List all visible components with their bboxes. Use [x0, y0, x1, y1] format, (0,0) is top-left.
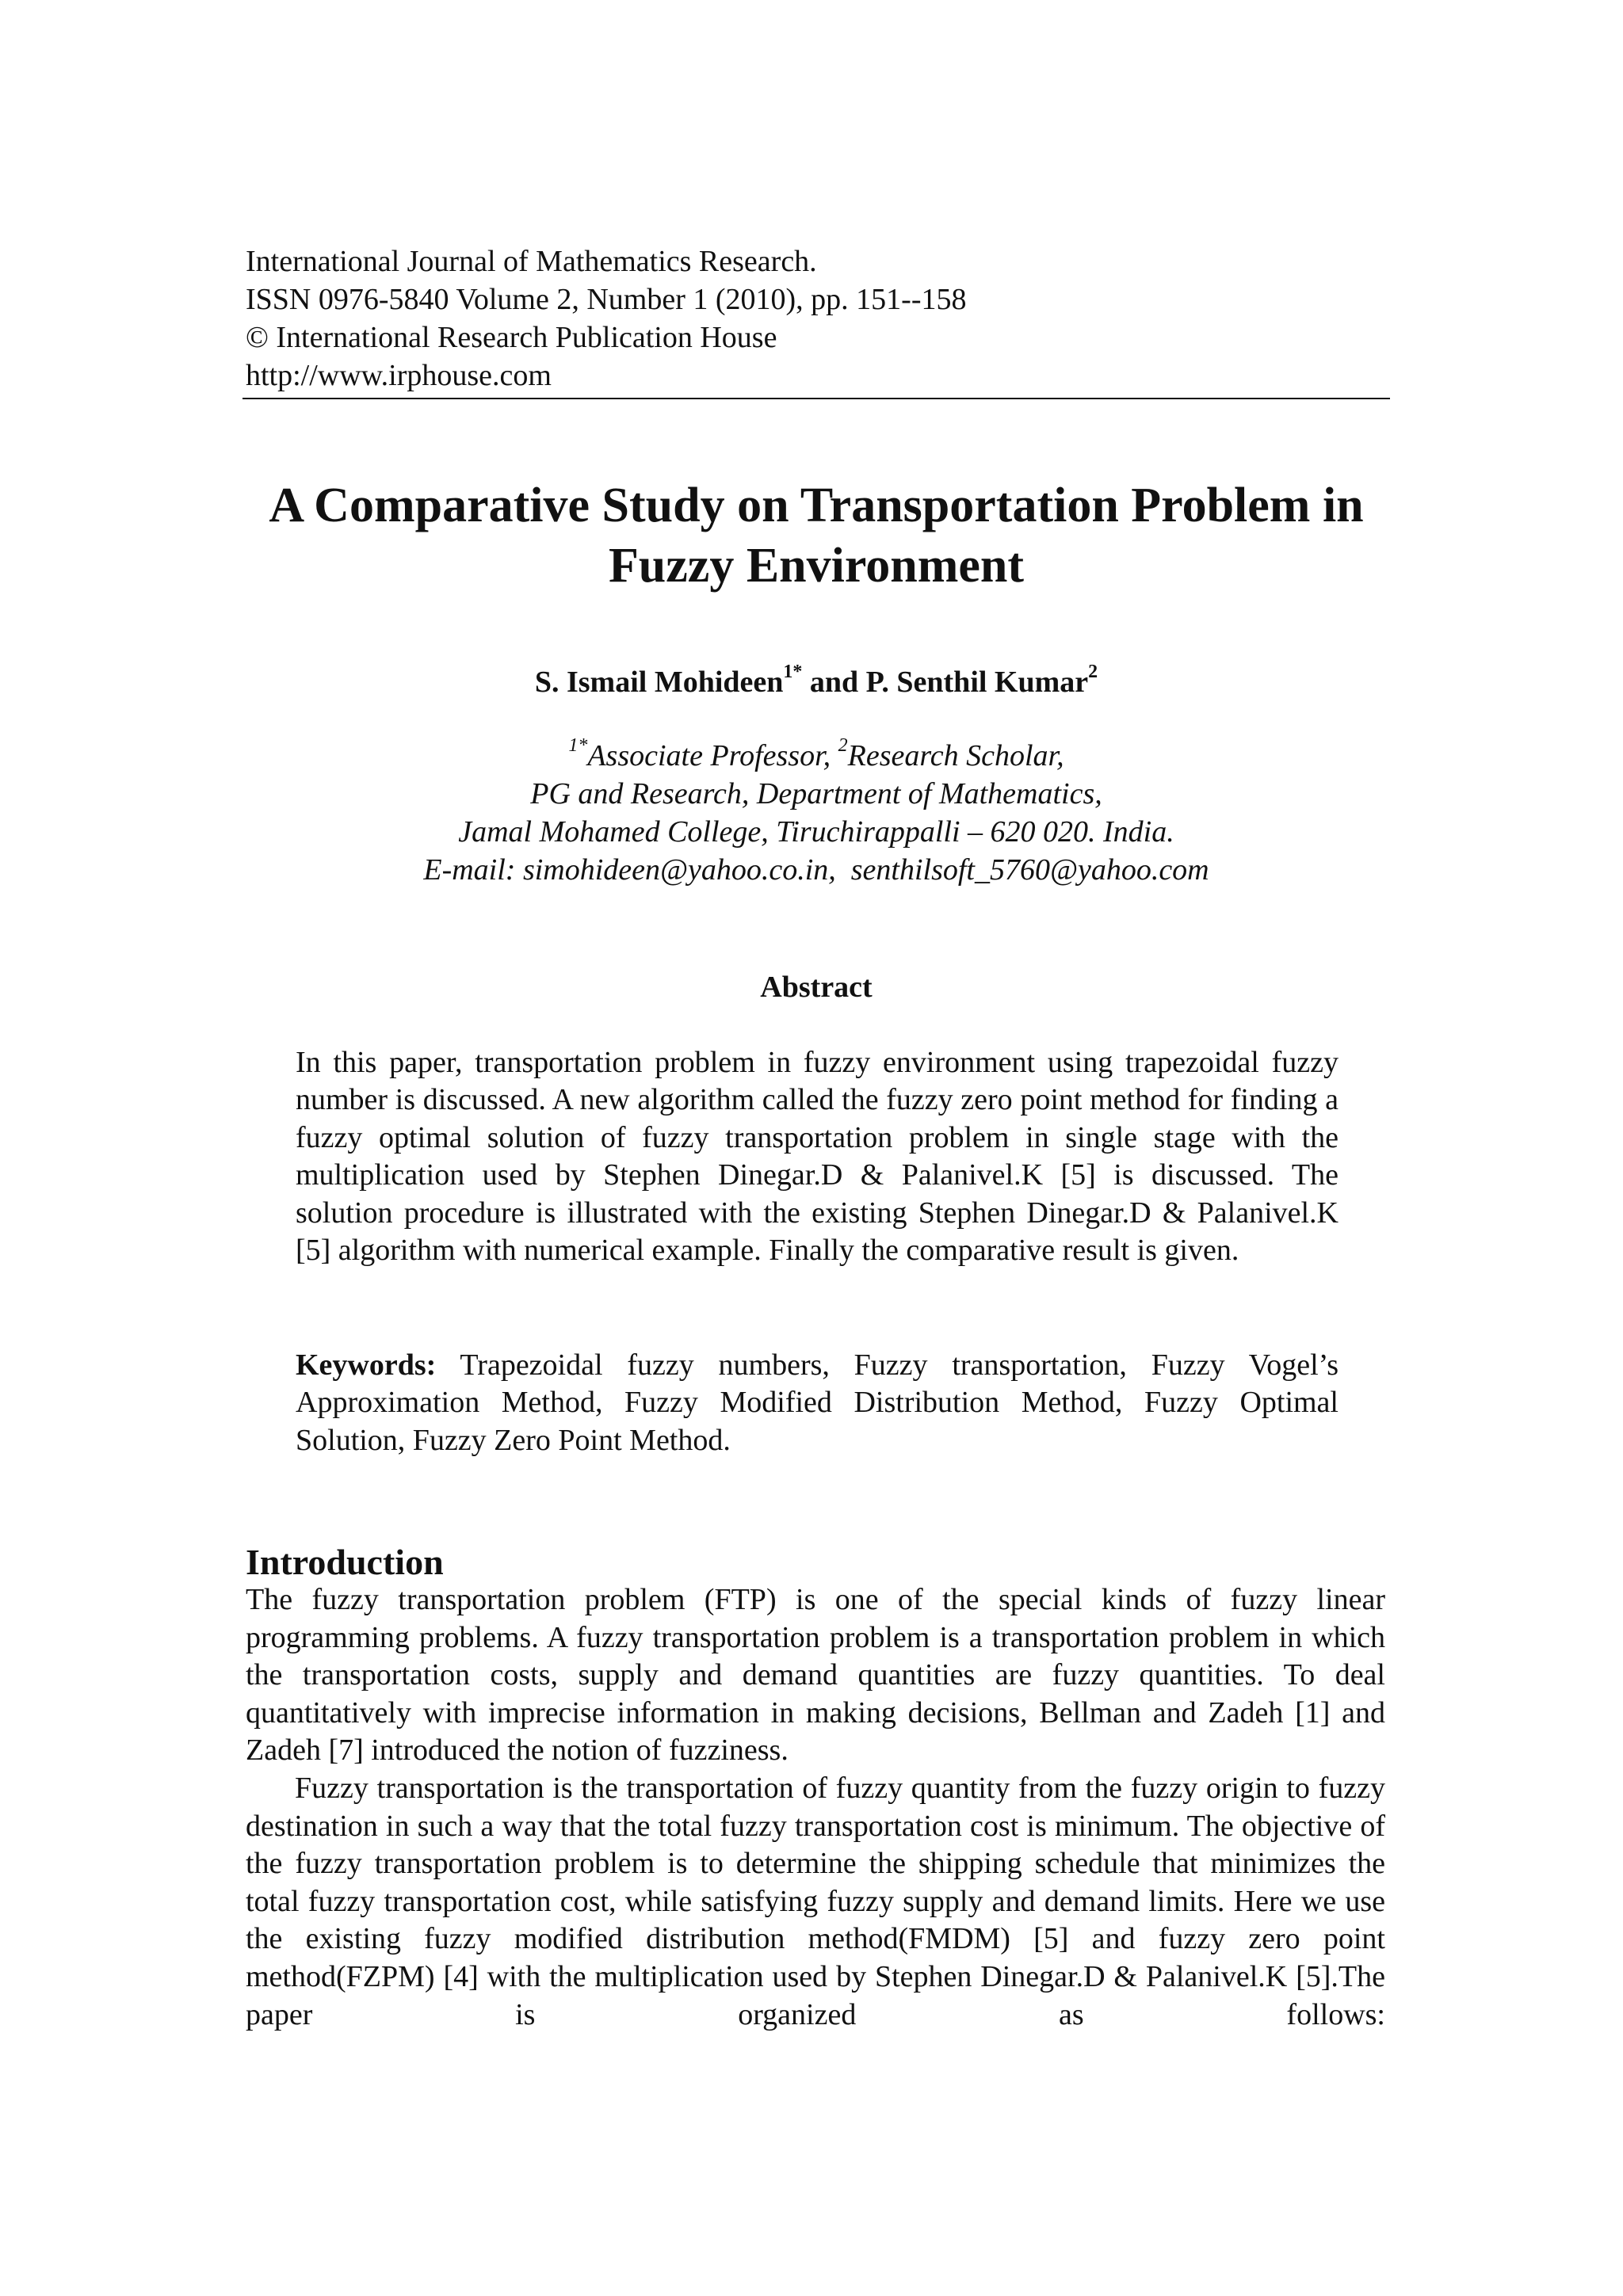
journal-name: International Journal of Mathematics Research. [246, 245, 817, 278]
affiliation-roles [198, 737, 1434, 775]
affiliation-college: Jamal Mohamed College, Tiruchirappalli – 620 020. India. [458, 815, 1174, 849]
intro-paragraph-2: Fuzzy transportation is the transportation of fuzzy quantity from the fuzzy origin to fuzzy destination in such a way that the total fuzzy transportation cost is minimum. The objective of the fuzzy transportation problem is to determine the shipping schedule that minimizes the total fuzzy transportation cost, while satisfying fuzzy supply and demand limits. Here we use the existing fuzzy modified distribution method(FMDM) [5] and fuzzy zero point method(FZPM) [4] with the multiplication used by Stephen Dinegar.D & Palanivel.K [5].The paper is organized as follows: [246, 1771, 1385, 2031]
author-conjunction: and [802, 666, 866, 699]
author-1: S. Ismail Mohideen [534, 666, 784, 699]
keywords [296, 1347, 1338, 1459]
header-divider [242, 398, 1390, 399]
role-1: Associate Professor, [587, 739, 838, 772]
paper-title [198, 475, 1434, 596]
affiliation-email: E-mail: simohideen@yahoo.co.in, senthilsoft_5760@yahoo.com [423, 853, 1209, 887]
journal-issn: ISSN 0976-5840 Volume 2, Number 1 (2010), pp. 151--158 [246, 283, 967, 316]
introduction-body [246, 1581, 1385, 2034]
author-2: P. Senthil Kumar [865, 666, 1089, 699]
keywords-label: Keywords: [296, 1348, 437, 1382]
journal-publisher: © International Research Publication House [246, 321, 777, 354]
affiliation-block [198, 737, 1434, 889]
author-list [198, 662, 1434, 702]
role-2-marker: 2 [838, 735, 848, 757]
author-1-marker: 1* [783, 662, 803, 683]
affiliation-department: PG and Research, Department of Mathematics, [530, 777, 1102, 810]
role-2: Research Scholar, [847, 739, 1064, 772]
abstract-heading: Abstract [760, 971, 873, 1004]
role-1-marker: 1* [568, 735, 588, 757]
journal-url[interactable]: http://www.irphouse.com [246, 359, 552, 392]
abstract-text: In this paper, transportation problem in fuzzy environment using trapezoidal fuzzy number is discussed. A new algorithm called the fuzzy zero point method for finding a fuzzy optimal solution of fuzzy transportation problem in single stage with the multiplication used by Stephen Dinegar.D & Palanivel.K [5] is discussed. The solution procedure is illustrated with the existing Stephen Dinegar.D & Palanivel.K [5] algorithm with numerical example. Finally the comparative result is given. [296, 1046, 1338, 1268]
title-line-2: Fuzzy Environment [608, 539, 1025, 593]
author-2-marker: 2 [1088, 662, 1098, 683]
section-heading-introduction: Introduction [246, 1542, 444, 1582]
title-line-1: A Comparative Study on Transportation Problem in [269, 479, 1364, 532]
keywords-list: Trapezoidal fuzzy numbers, Fuzzy transportation, Fuzzy Vogel’s Approximation Method, Fuzzy Modified Distribution Method, Fuzzy Optimal Solution, Fuzzy Zero Point Method. [296, 1348, 1338, 1457]
intro-paragraph-1: The fuzzy transportation problem (FTP) is one of the special kinds of fuzzy linear programming problems. A fuzzy transportation problem is a transportation problem in which the transportation costs, supply and demand quantities are fuzzy quantities. To deal quantitatively with imprecise information in making decisions, Bellman and Zadeh [1] and Zadeh [7] introduced the notion of fuzziness. [246, 1583, 1385, 1768]
journal-header [246, 242, 1393, 395]
